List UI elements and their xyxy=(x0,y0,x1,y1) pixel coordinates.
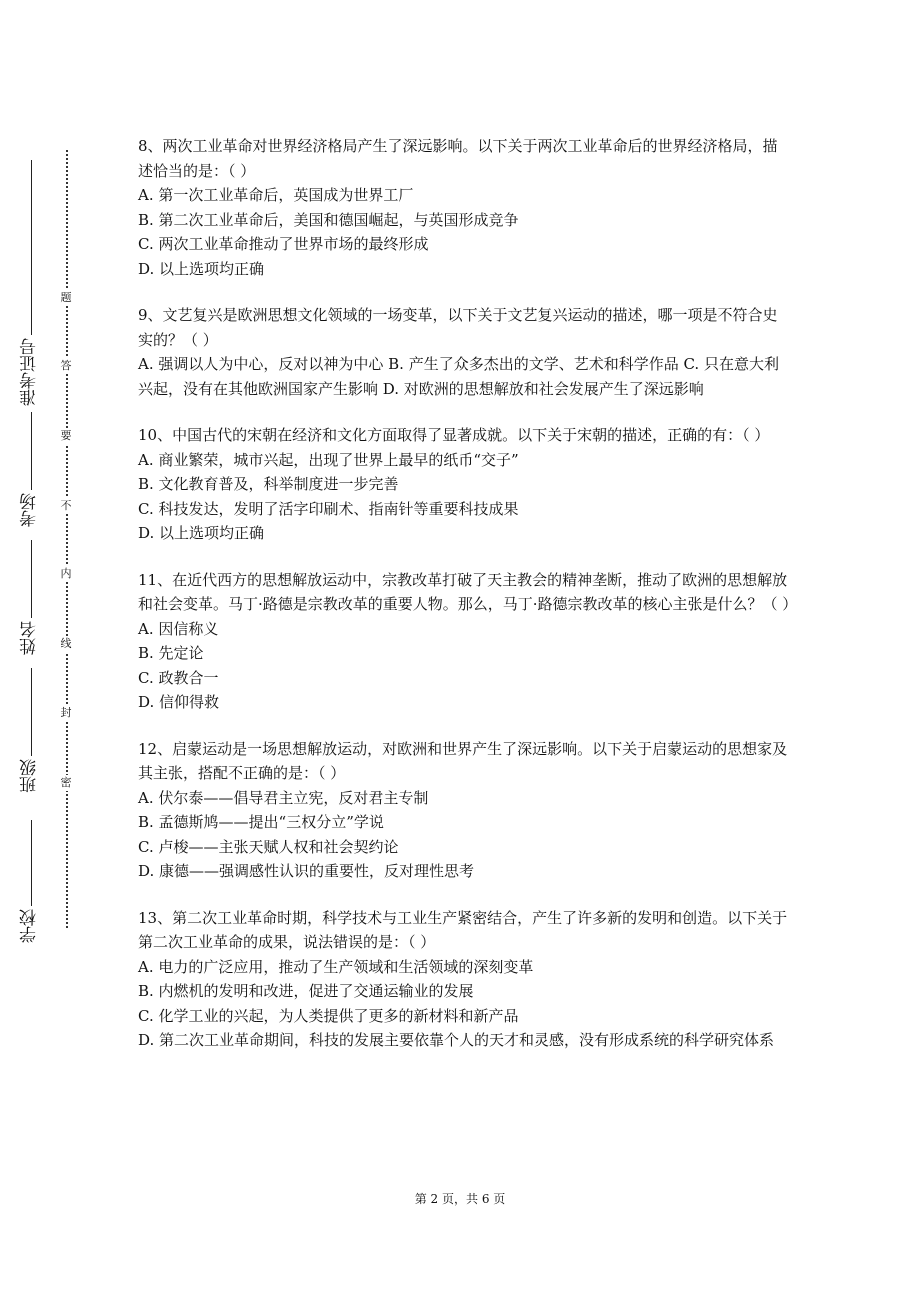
seal-char: 封 xyxy=(60,706,72,719)
options-inline: A. 强调以人为中心，反对以神为中心 B. 产生了众多杰出的文学、艺术和科学作品 C. 只在意大利兴起，没有在其他欧洲国家产生影响 D. 对欧洲的思想解放和社会发展产生了深远影响 xyxy=(138,355,779,398)
option-a: A. 因信称义 xyxy=(138,619,219,638)
option-c: C. 卢梭——主张天赋人权和社会契约论 xyxy=(138,837,399,856)
seal-char: 要 xyxy=(60,429,72,442)
question-list xyxy=(138,134,798,1075)
name-label: 姓名 xyxy=(20,621,40,655)
seal-char: 不 xyxy=(60,499,72,512)
option-d: D. 以上选项均正确 xyxy=(138,524,265,542)
room-label: 考场 xyxy=(20,493,40,527)
question-10 xyxy=(138,423,790,546)
class-line xyxy=(31,668,32,756)
option-d: D. 第二次工业革命期间，科技的发展主要依靠个人的天才和灵感，没有形成系统的科学研究体系 xyxy=(138,1031,775,1049)
binding-margin xyxy=(0,0,110,1302)
option-c: C. 政教合一 xyxy=(138,668,219,687)
question-stem: 12、启蒙运动是一场思想解放运动，对欧洲和世界产生了深远影响。以下关于启蒙运动的思想家及其主张，搭配不正确的是：（ ） xyxy=(138,739,788,782)
seal-char: 线 xyxy=(60,637,72,650)
option-c: C. 科技发达，发明了活字印刷术、指南针等重要科技成果 xyxy=(138,499,519,518)
option-b: B. 内燃机的发明和改进，促进了交通运输业的发展 xyxy=(138,982,474,1000)
option-c: C. 化学工业的兴起，为人类提供了更多的新材料和新产品 xyxy=(138,1006,519,1025)
option-d: D. 康德——强调感性认识的重要性，反对理性思考 xyxy=(138,862,475,880)
name-line xyxy=(31,540,32,618)
question-13 xyxy=(138,906,790,1053)
option-b: B. 第二次工业革命后，美国和德国崛起，与英国形成竞争 xyxy=(138,210,519,229)
question-11 xyxy=(138,568,798,715)
option-d: D. 以上选项均正确 xyxy=(138,259,265,278)
seal-line xyxy=(66,150,68,928)
question-stem: 10、中国古代的宋朝在经济和文化方面取得了显著成就。以下关于宋朝的描述，正确的有：（ ） xyxy=(138,426,770,444)
class-label: 班级 xyxy=(20,759,40,793)
option-d: D. 信仰得救 xyxy=(138,693,220,711)
option-a: A. 电力的广泛应用，推动了生产领域和生活领域的深刻变革 xyxy=(138,957,534,976)
exam-id-line xyxy=(31,160,32,335)
option-b: B. 先定论 xyxy=(138,644,204,662)
question-9 xyxy=(138,303,790,401)
question-8 xyxy=(138,134,790,281)
option-a: A. 商业繁荣，城市兴起，出现了世界上最早的纸币“交子” xyxy=(138,450,519,469)
question-stem: 8、两次工业革命对世界经济格局产生了深远影响。以下关于两次工业革命后的世界经济格局，描述恰当的是：（ ） xyxy=(138,137,778,180)
seal-char: 内 xyxy=(60,567,72,580)
question-stem: 11、在近代西方的思想解放运动中，宗教改革打破了天主教会的精神垄断，推动了欧洲的思想解放和社会变革。马丁·路德是宗教改革的重要人物。那么，马丁·路德宗教改革的核心主张是什么？（ ） xyxy=(138,570,798,613)
question-stem: 9、文艺复兴是欧洲思想文化领域的一场变革，以下关于文艺复兴运动的描述，哪一项是不符合史实的？（ ） xyxy=(138,306,778,349)
option-a: A. 伏尔泰——倡导君主立宪，反对君主专制 xyxy=(138,788,429,807)
page-number: 第 2 页，共 6 页 xyxy=(414,1192,506,1206)
seal-char: 密 xyxy=(60,776,72,789)
option-c: C. 两次工业革命推动了世界市场的最终形成 xyxy=(138,235,429,253)
option-b: B. 孟德斯鸠——提出“三权分立”学说 xyxy=(138,813,384,831)
exam-id-label: 准考证号 xyxy=(20,338,40,406)
seal-char: 题 xyxy=(60,291,72,304)
question-12 xyxy=(138,737,790,884)
room-line xyxy=(31,412,32,490)
option-b: B. 文化教育普及，科举制度进一步完善 xyxy=(138,475,399,493)
option-a: A. 第一次工业革命后，英国成为世界工厂 xyxy=(138,186,414,204)
seal-char: 答 xyxy=(60,359,72,372)
school-label: 学校 xyxy=(20,909,40,943)
question-stem: 13、第二次工业革命时期，科学技术与工业生产紧密结合，产生了许多新的发明和创造。以下关于第二次工业革命的成果，说法错误的是：（ ） xyxy=(138,908,788,951)
school-line xyxy=(31,820,32,906)
